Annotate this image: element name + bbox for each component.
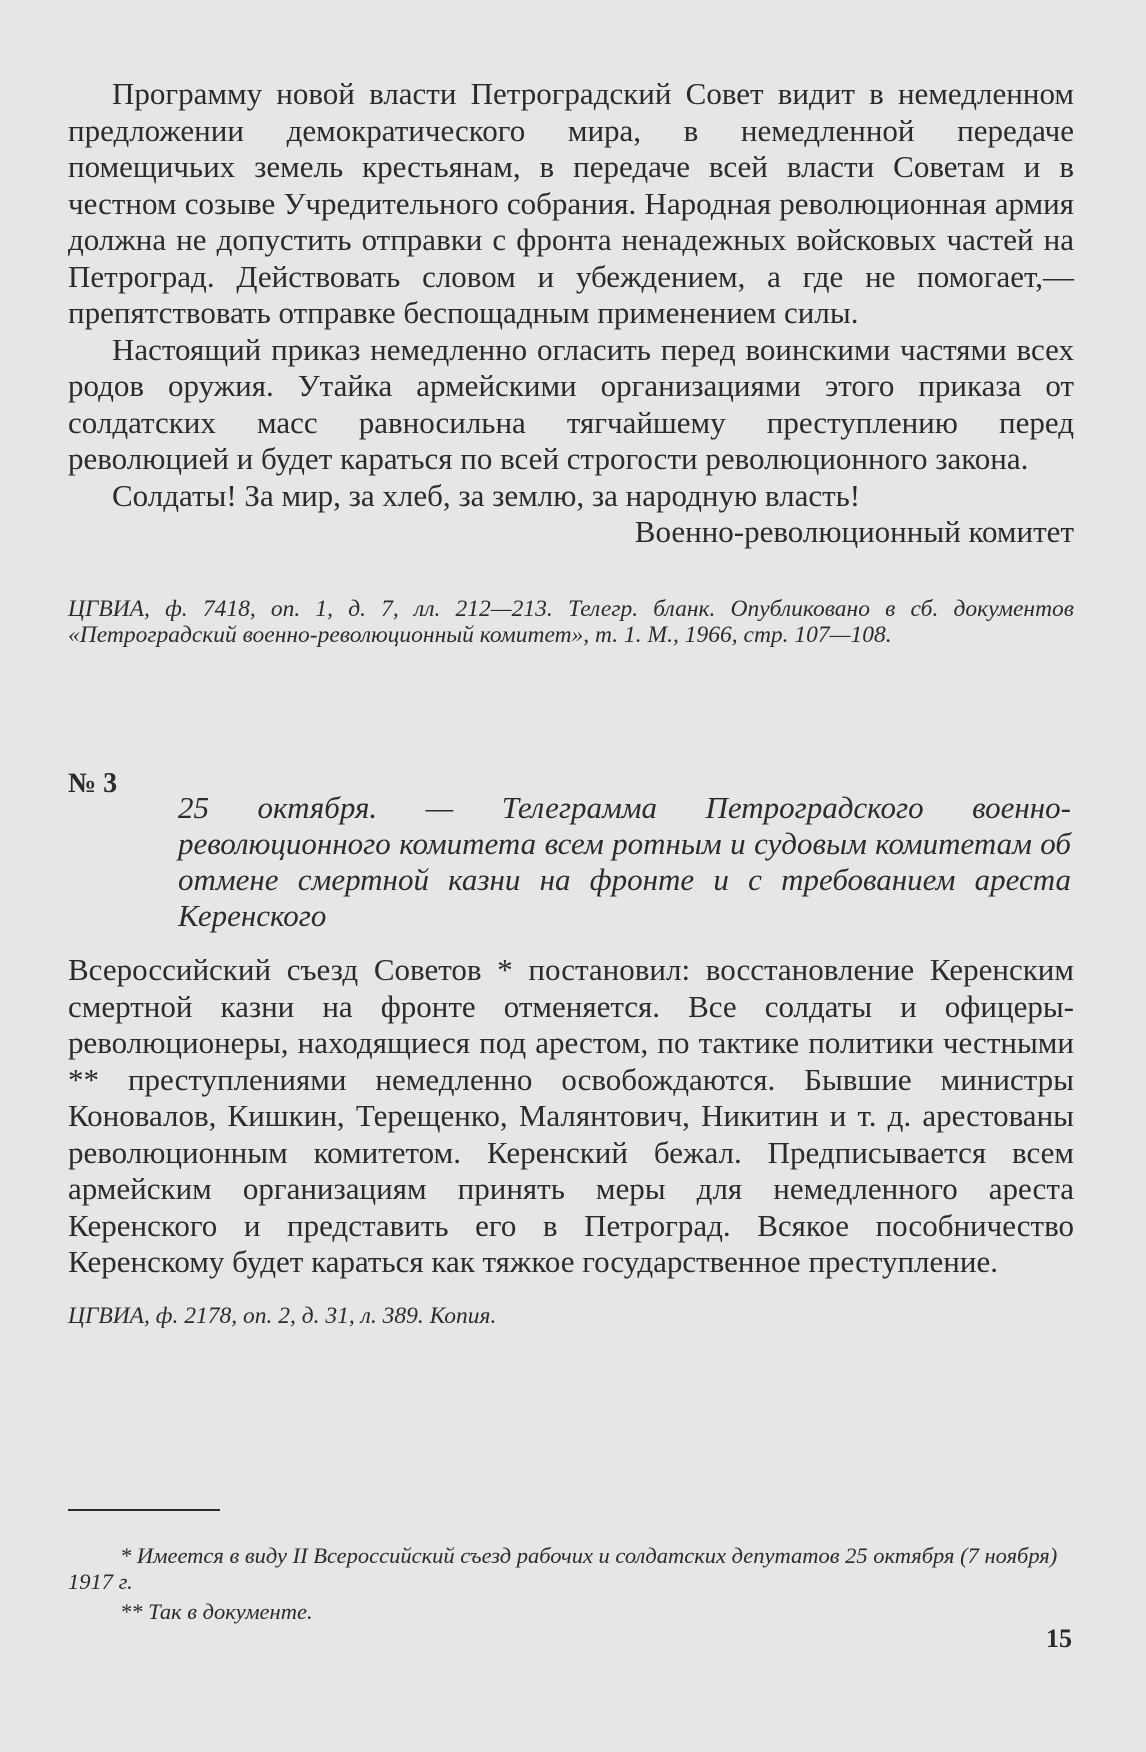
footnote: * Имеется в виду II Всероссийский съезд рабочих и солдатских депутатов 25 октября (7 ноября) 1917 г.	[68, 1543, 1058, 1594]
paragraph: Солдаты! За мир, за хлеб, за землю, за народную власть!	[112, 477, 861, 513]
paragraph: Настоящий приказ немедленно огласить перед воинскими частями всех родов оружия. Утайка армейскими организациями этого приказа от солдатских масс равносильна тягчайшему преступлению перед революцией и будет караться по всей строгости революционного закона.	[68, 331, 1074, 476]
document-body: Всероссийский съезд Советов * постановил: восстановление Керенским смертной казни на фронте отменяется. Все солдаты и офицеры-революционеры, находящиеся под арестом, по тактике политики честными ** преступлениями немедленно освобождаются. Бывшие министры Коновалов, Кишкин, Терещенко, Малянтович, Никитин и т. д. арестованы революционным комитетом. Керенский бежал. Предписывается всем армейским организациям принять меры для немедленного ареста Керенского и представить его в Петроград. Всякое пособничество Керенскому будет караться как тяжкое государственное преступление.	[68, 952, 1074, 1279]
page-number: 15	[1046, 1624, 1072, 1653]
footnote-divider	[68, 1509, 220, 1511]
section1-text	[68, 76, 1074, 551]
document-number: № 3	[68, 768, 118, 799]
document-title: 25 октября. — Телеграмма Петроградского военно-революционного комитета всем ротным и судовым комитетам об отмене смертной казни на фронте и с требованием ареста Керенского	[178, 790, 1071, 933]
archive-source: ЦГВИА, ф. 7418, оп. 1, д. 7, лл. 212—213. Телегр. бланк. Опубликовано в сб. документов «Петроградский военно-революционный комитет», т. 1. М., 1966, стр. 107—108.	[68, 596, 1074, 648]
signature: Военно-революционный комитет	[634, 514, 1074, 549]
archive-source: ЦГВИА, ф. 2178, оп. 2, д. 31, л. 389. Копия.	[68, 1303, 497, 1329]
paragraph: Программу новой власти Петроградский Совет видит в немедленном предложении демократического мира, в немедленной передаче помещичьих земель крестьянам, в передаче всей власти Советам и в честном созыве Учредительного собрания. Народная революционная армия должна не допустить отправки с фронта ненадежных войсковых частей на Петроград. Действовать словом и убеждением, а где не помогает,— препятствовать отправке беспощадным применением силы.	[68, 76, 1074, 330]
footnote: ** Так в документе.	[120, 1599, 313, 1624]
